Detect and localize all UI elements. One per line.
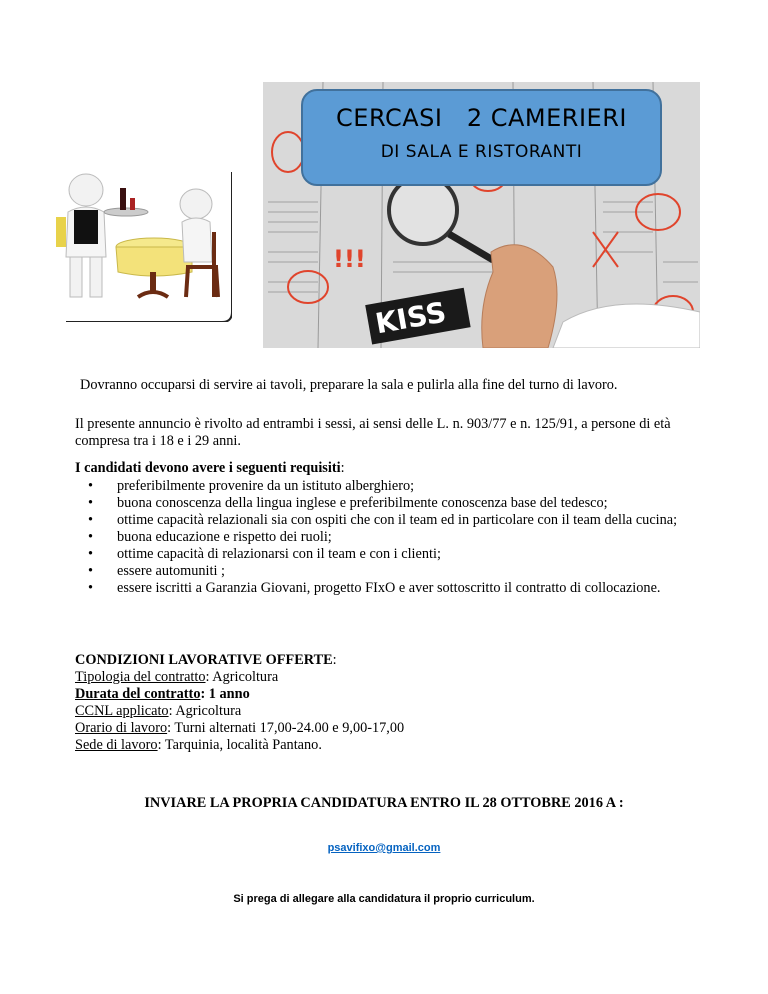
condition-row-location — [75, 737, 404, 754]
job-title-banner — [301, 89, 662, 186]
requirement-text: buona conoscenza della lingua inglese e preferibilmente conoscenza base del tedesco; — [117, 495, 608, 511]
requirement-text: ottime capacità di relazionarsi con il team e con i clienti; — [117, 546, 441, 562]
requirements-list — [75, 478, 695, 597]
condition-value: : 1 anno — [200, 686, 250, 702]
requirements-heading-text: I candidati devono avere i seguenti requisiti — [75, 460, 341, 476]
curriculum-note: Si prega di allegare alla candidatura il proprio curriculum. — [233, 893, 535, 905]
condition-row-contract-type — [75, 669, 404, 686]
eligibility-paragraph: Il presente annuncio è rivolto ad entrambi i sessi, ai sensi delle L. n. 903/77 e n. 125/91, a persone di età compresa tra i 18 e i 29 anni. — [75, 416, 671, 449]
requirement-text: buona educazione e rispetto dei ruoli; — [117, 529, 332, 545]
conditions-heading-colon: : — [332, 652, 337, 668]
conditions-section — [75, 652, 404, 754]
condition-label: Orario di lavoro — [75, 720, 168, 736]
banner-line-1: CERCASI 2 CAMERIERI — [336, 104, 627, 132]
condition-label: Tipologia del contratto — [75, 669, 206, 685]
condition-value: : Agricoltura — [205, 669, 279, 685]
condition-value: : Turni alternati 17,00-24.00 e 9,00-17,00 — [167, 720, 405, 736]
list-item — [75, 495, 695, 512]
condition-row-ccnl — [75, 703, 404, 720]
bullet: • — [88, 529, 94, 545]
list-item — [75, 546, 695, 563]
condition-value: : Agricoltura — [168, 703, 242, 719]
bullet: • — [88, 563, 94, 579]
kiss-headline: KISS — [372, 295, 449, 341]
requirements-heading — [75, 460, 345, 477]
requirement-text: essere iscritti a Garanzia Giovani, progetto FIxO e aver sottoscritto il contratto di collocazione. — [117, 580, 661, 596]
list-item — [75, 529, 695, 546]
bullet: • — [88, 580, 94, 596]
email-link[interactable]: psavifixo@gmail.com — [327, 842, 441, 854]
conditions-heading-text: CONDIZIONI LAVORATIVE OFFERTE — [75, 652, 333, 668]
exclamation-marks: !!! — [333, 245, 366, 273]
requirement-text: essere automuniti ; — [117, 563, 225, 579]
condition-row-hours — [75, 720, 404, 737]
bullet: • — [88, 512, 94, 528]
conditions-heading — [75, 652, 404, 669]
requirement-text: ottime capacità relazionali sia con ospiti che con il team ed in particolare con il team della cucina; — [117, 512, 678, 528]
requirements-heading-colon: : — [340, 460, 345, 476]
waiter-illustration — [46, 172, 232, 322]
bullet: • — [88, 546, 94, 562]
list-item — [75, 580, 695, 597]
application-deadline: INVIARE LA PROPRIA CANDIDATURA ENTRO IL 28 OTTOBRE 2016 A : — [144, 795, 624, 811]
banner-line-2: DI SALA E RISTORANTI — [380, 142, 583, 162]
bullet: • — [88, 478, 94, 494]
list-item — [75, 512, 695, 529]
condition-value: : Tarquinia, località Pantano. — [157, 737, 322, 753]
bullet: • — [88, 495, 94, 511]
list-item — [75, 563, 695, 580]
intro-paragraph: Dovranno occuparsi di servire ai tavoli, preparare la sala e pulirla alla fine del turno di lavoro. — [80, 377, 618, 393]
condition-label: CCNL applicato — [75, 703, 169, 719]
condition-label: Sede di lavoro — [75, 737, 158, 753]
condition-row-duration — [75, 686, 404, 703]
list-item — [75, 478, 695, 495]
condition-label: Durata del contratto — [75, 686, 201, 702]
requirement-text: preferibilmente provenire da un istituto alberghiero; — [117, 478, 415, 494]
